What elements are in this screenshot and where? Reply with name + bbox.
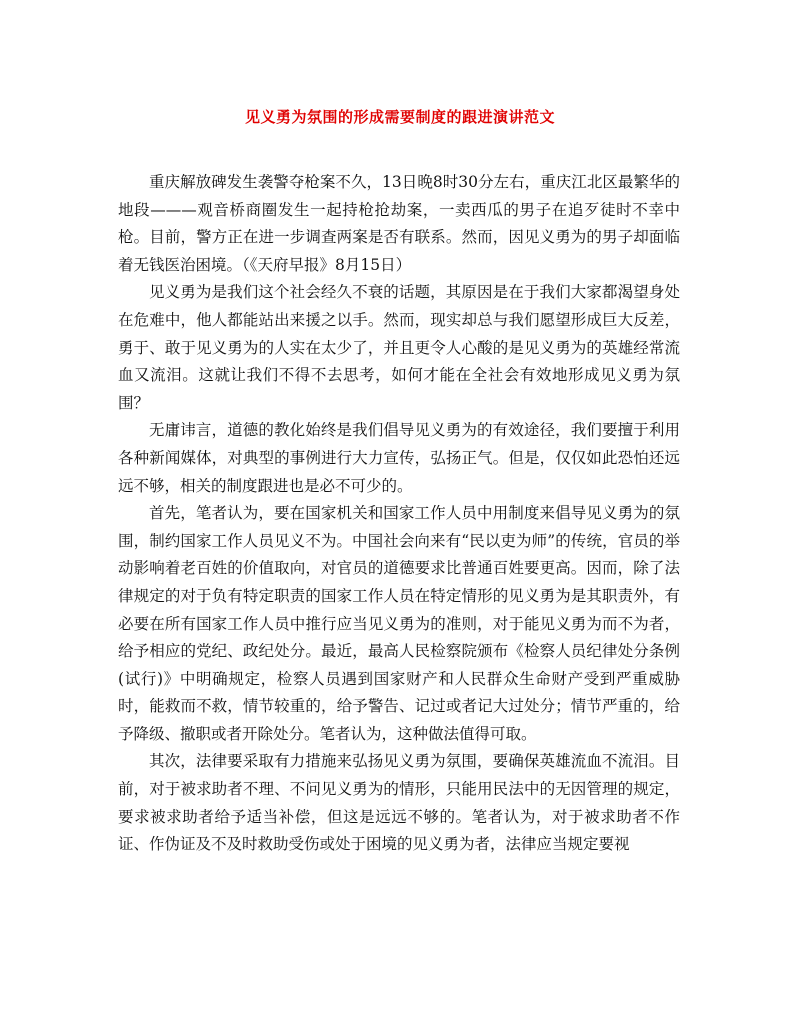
paragraph-3: 无庸讳言，道德的教化始终是我们倡导见义勇为的有效途径，我们要擅于利用各种新闻媒体，对典型的事例进行大力宣传，弘扬正气。但是，仅仅如此恐怕还远远不够，相关的制度跟进也是必不可少的。	[118, 421, 680, 495]
paragraph-1: 重庆解放碑发生袭警夺枪案不久，13日晚8时30分左右，重庆江北区最繁华的地段———观音桥商圈发生一起持枪抢劫案，一卖西瓜的男子在追歹徒时不幸中枪。目前，警方正在进一步调查两案是否有联系。然而，因见义勇为的男子却面临着无钱医治困境。（《天府早报》8月15日）	[118, 173, 680, 274]
document-title: 见义勇为氛围的形成需要制度的跟进演讲范文	[244, 108, 555, 126]
paragraph-5: 其次，法律要采取有力措施来弘扬见义勇为氛围，要确保英雄流血不流泪。目前，对于被求助者不理、不问见义勇为的情形，只能用民法中的无因管理的规定，要求被求助者给予适当补偿，但这是远远不够的。笔者认为，对于被求助者不作证、作伪证及不及时救助受伤或处于困境的见义勇为者，法律应当规定要视	[118, 752, 680, 854]
paragraph-4: 首先，笔者认为，要在国家机关和国家工作人员中用制度来倡导见义勇为的氛围，制约国家工作人员见义不为。中国社会向来有“民以吏为师”的传统，官员的举动影响着老百姓的价值取向，对官员的道德要求比普通百姓要更高。因而，除了法律规定的对于负有特定职责的国家工作人员在特定情形的见义勇为是其职责外，有必要在所有国家工作人员中推行应当见义勇为的准则，对于能见义勇为而不为者，给予相应的党纪、政纪处分。最近，最高人民检察院颁布《检察人员纪律处分条例(试行)》中明确规定，检察人员遇到国家财产和人民群众生命财产受到严重威胁时，能救而不救，情节较重的，给予警告、记过或者记大过处分；情节严重的，给予降级、撤职或者开除处分。笔者认为，这种做法值得可取。	[118, 504, 680, 743]
paragraph-2: 见义勇为是我们这个社会经久不衰的话题，其原因是在于我们大家都渴望身处在危难中，他人都能站出来援之以手。然而，现实却总与我们愿望形成巨大反差，勇于、敢于见义勇为的人实在太少了，并且更令人心酸的是见义勇为的英雄经常流血又流泪。这就让我们不得不去思考，如何才能在全社会有效地形成见义勇为氛围？	[118, 283, 680, 412]
document-body	[118, 169, 680, 859]
